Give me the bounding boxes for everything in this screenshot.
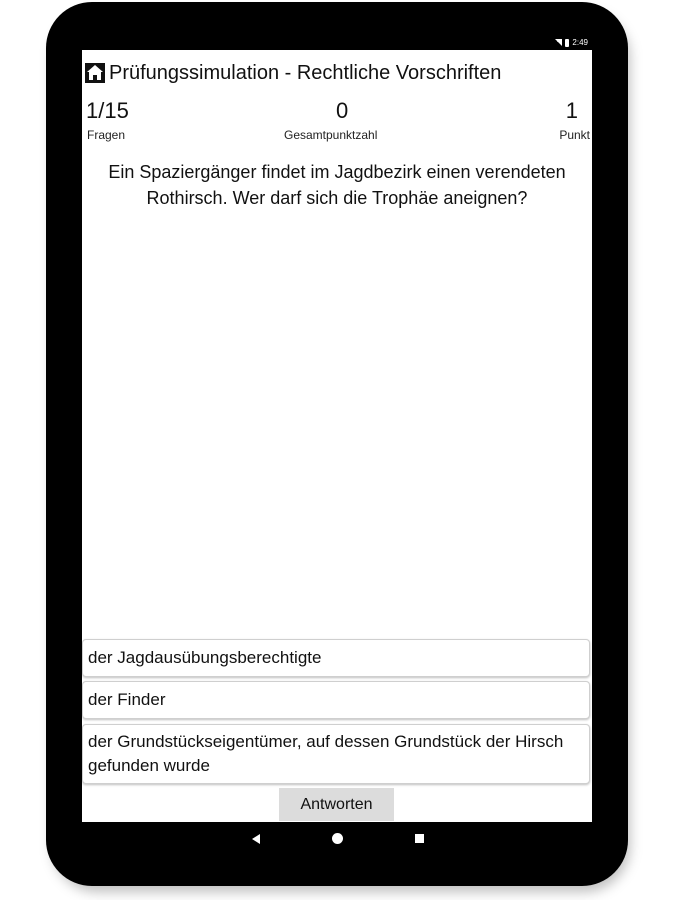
home-circle-icon[interactable]	[332, 833, 343, 844]
signal-icon	[555, 39, 562, 46]
total-score: 0	[336, 98, 349, 123]
points-label: Punkt	[559, 128, 590, 142]
answer-option-1[interactable]	[82, 639, 590, 677]
question-text: Ein Spaziergänger findet im Jagdbezirk einen verendeten Rothirsch. Wer darf sich die Trophäe aneignen?	[108, 162, 566, 208]
app-screen	[82, 36, 592, 822]
answer-option-label: der Jagdausübungsberechtigte	[88, 648, 322, 667]
answer-option-label: der Finder	[88, 690, 166, 709]
stats-row	[82, 96, 592, 144]
question-progress: 1/15	[86, 98, 129, 123]
page-title: Prüfungssimulation - Rechtliche Vorschriften	[109, 61, 502, 84]
back-icon[interactable]	[252, 834, 260, 844]
question-progress-label: Fragen	[87, 128, 126, 142]
navigation-bar	[82, 822, 592, 856]
status-icons	[555, 38, 588, 47]
status-bar	[82, 36, 592, 50]
recents-icon[interactable]	[415, 834, 424, 843]
home-icon[interactable]	[85, 63, 105, 83]
answer-option-label: der Grundstückseigentümer, auf dessen Grundstück der Hirsch gefunden wurde	[88, 732, 564, 775]
status-time: 2:49	[572, 38, 588, 47]
answer-option-3[interactable]	[82, 724, 590, 784]
answer-option-2[interactable]	[82, 681, 590, 719]
points-value: 1	[565, 98, 578, 123]
submit-answer-button[interactable]: Antworten	[279, 788, 394, 821]
total-score-label: Gesamtpunktzahl	[284, 128, 378, 142]
title-bar	[82, 56, 592, 90]
battery-icon	[565, 39, 569, 47]
